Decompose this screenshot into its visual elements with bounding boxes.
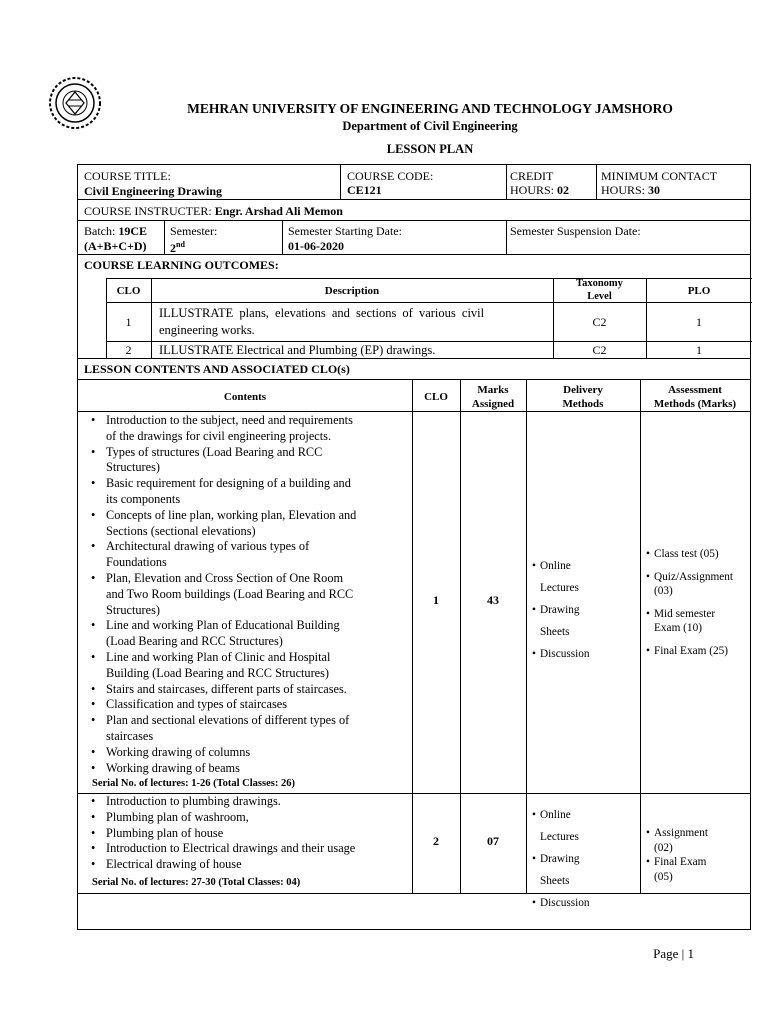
instructor: COURSE INSTRUCTER: Engr. Arshad Ali Memon — [84, 204, 343, 218]
list-item: • Architectural drawing of various types of Foundations — [78, 539, 356, 571]
lesson-plan-table — [77, 164, 751, 930]
contents-col-header: Contents — [223, 391, 267, 403]
clo-row-2-desc: ILLUSTRATE Electrical and Plumbing (EP) drawings. — [159, 343, 436, 357]
lessons-heading: LESSON CONTENTS AND ASSOCIATED CLO(s) — [84, 362, 350, 376]
assessment-col-header: Assessment Methods (Marks) — [653, 384, 737, 410]
list-item: • Class test (05) — [644, 547, 733, 562]
marks-col-header: Marks Assigned — [471, 384, 515, 410]
list-item: • Concepts of line plan, working plan, Elevation and Sections (sectional elevations) — [78, 508, 356, 540]
block2-serial: Serial No. of lectures: 27-30 (Total Classes: 04) — [92, 877, 301, 888]
block1-clo: 1 — [433, 593, 439, 607]
clo-row-2-plo: 1 — [696, 343, 702, 357]
lesson-clo-col-header: CLO — [424, 391, 448, 403]
list-item: • Working drawing of beams — [78, 761, 356, 777]
list-item: • Electrical drawing of house — [78, 857, 355, 873]
clo-row-1-taxonomy: C2 — [592, 315, 607, 329]
start-date-value: 01-06-2020 — [288, 239, 344, 253]
list-item: • Plumbing plan of washroom, — [78, 810, 355, 826]
list-item: • Assignment (02) — [644, 826, 708, 855]
list-item: • Quiz/Assignment (03) — [644, 570, 733, 599]
list-item: • Basic requirement for designing of a building and its components — [78, 476, 356, 508]
document-title: LESSON PLAN — [386, 142, 474, 156]
list-item: • Mid semester Exam (10) — [644, 607, 733, 636]
block2-clo: 2 — [433, 834, 439, 848]
semester-value: 2nd — [170, 240, 185, 255]
list-item: • Line and working Plan of Educational Building (Load Bearing and RCC Structures) — [78, 618, 356, 650]
plo-col-header: PLO — [687, 285, 711, 297]
course-code-label: COURSE CODE: — [347, 169, 434, 183]
description-col-header: Description — [324, 285, 380, 297]
list-item: • Classification and types of staircases — [78, 697, 356, 713]
block1-serial: Serial No. of lectures: 1-26 (Total Classes: 26) — [92, 778, 295, 789]
batch: Batch: 19CE — [84, 224, 147, 238]
list-item: • Final Exam (25) — [644, 644, 733, 659]
list-item: • Discussion — [530, 892, 590, 914]
list-item: • Online Lectures — [530, 804, 590, 848]
list-item: • Plan, Elevation and Cross Section of One Room and Two Room buildings (Load Bearing and RCC Structures) — [78, 571, 356, 618]
taxonomy-col-header: Taxonomy Level — [576, 278, 623, 302]
semester-label: Semester: — [170, 224, 218, 238]
delivery-col-header: Delivery Methods — [562, 384, 604, 410]
course-title-label: COURSE TITLE: — [84, 169, 171, 183]
contact-hours: HOURS: 30 — [601, 183, 661, 197]
suspension-date-label: Semester Suspension Date: — [510, 224, 641, 238]
block1-marks: 43 — [487, 593, 499, 607]
clo-col-header: CLO — [116, 285, 141, 297]
list-item: • Final Exam (05) — [644, 855, 708, 884]
credit-label: CREDIT — [510, 169, 554, 183]
list-item: • Line and working Plan of Clinic and Hospital Building (Load Bearing and RCC Structures) — [78, 650, 356, 682]
list-item: • Plan and sectional elevations of different types of staircases — [78, 713, 356, 745]
list-item: • Working drawing of columns — [78, 745, 356, 761]
list-item: • Drawing Sheets — [530, 599, 590, 643]
batch-groups: (A+B+C+D) — [84, 239, 147, 253]
clo-row-1-number: 1 — [125, 315, 132, 329]
course-code-value: CE121 — [347, 183, 382, 197]
page-number: Page | 1 — [653, 946, 694, 961]
credit-hours: HOURS: 02 — [510, 183, 570, 197]
university-name: MEHRAN UNIVERSITY OF ENGINEERING AND TECHNOLOGY JAMSHORO — [187, 101, 673, 116]
list-item: • Drawing Sheets — [530, 848, 590, 892]
list-item: • Online Lectures — [530, 555, 590, 599]
department-name: Department of Civil Engineering — [342, 119, 518, 133]
list-item: • Introduction to Electrical drawings and their usage — [78, 841, 355, 857]
start-date-label: Semester Starting Date: — [288, 224, 402, 238]
clo-row-2-number: 2 — [125, 343, 132, 357]
list-item: • Discussion — [530, 643, 590, 665]
list-item: • Types of structures (Load Bearing and RCC Structures) — [78, 445, 356, 477]
list-item: • Introduction to plumbing drawings. — [78, 794, 355, 810]
block2-marks: 07 — [487, 834, 499, 848]
clo-row-1-desc-cont: engineering works. — [159, 323, 255, 337]
list-item: • Plumbing plan of house — [78, 826, 355, 842]
list-item: • Stairs and staircases, different parts of staircases. — [78, 682, 356, 698]
clo-row-1-desc: ILLUSTRATE plans, elevations and sections of various civil — [159, 306, 485, 320]
clo-heading: COURSE LEARNING OUTCOMES: — [84, 258, 279, 272]
list-item: • Introduction to the subject, need and requirements of the drawings for civil engineering projects. — [78, 413, 356, 445]
course-title-value: Civil Engineering Drawing — [84, 184, 223, 198]
clo-row-2-taxonomy: C2 — [592, 343, 607, 357]
contact-label: MINIMUM CONTACT — [601, 169, 718, 183]
clo-row-1-plo: 1 — [696, 315, 702, 329]
